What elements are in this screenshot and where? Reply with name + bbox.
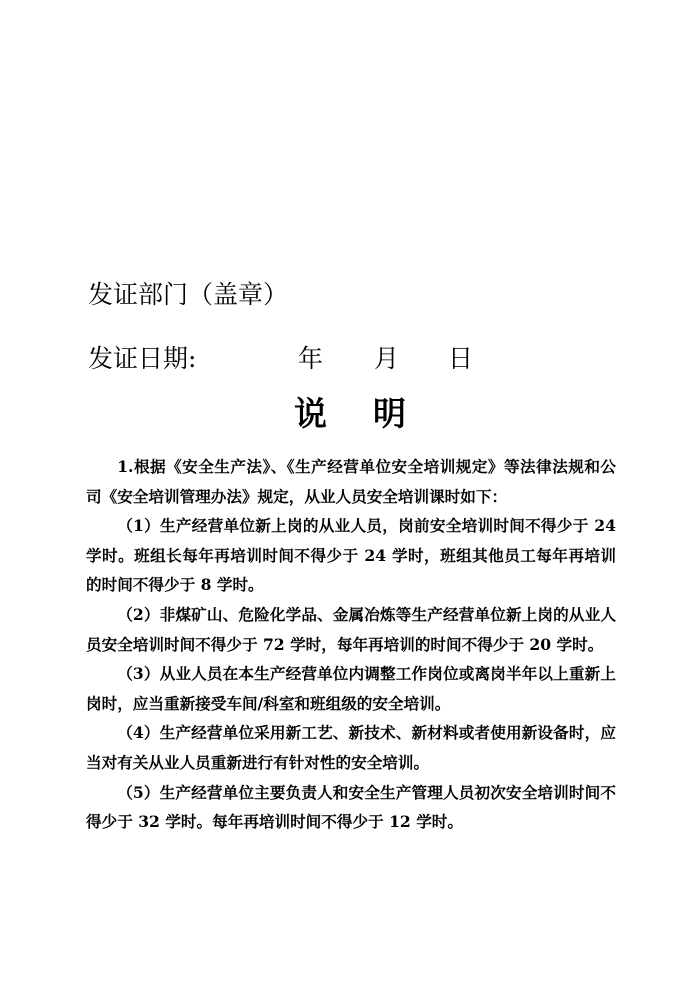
instruction-paragraph: （3）从业人员在本生产经营单位内调整工作岗位或离岗半年以上重新上岗时，应当重新接受车间/科室和班组级的安全培训。	[86, 664, 616, 713]
day-label: 日	[448, 344, 474, 373]
instruction-paragraph: 1.根据《安全生产法》、《生产经营单位安全培训规定》等法律法规和公司《安全培训管理办法》规定，从业人员安全培训课时如下：	[86, 457, 616, 506]
instructions-body	[86, 452, 616, 837]
instruction-paragraph: （4）生产经营单位采用新工艺、新技术、新材料或者使用新设备时，应当对有关从业人员重新进行有针对性的安全培训。	[86, 723, 616, 772]
year-label: 年	[298, 344, 324, 373]
instruction-paragraph: （2）非煤矿山、危险化学品、金属冶炼等生产经营单位新上岗的从业人员安全培训时间不得少于 72 学时，每年再培训的时间不得少于 20 学时。	[86, 604, 616, 654]
issue-date-label: 发证日期:	[88, 344, 197, 373]
issuing-department-label: 发证部门（盖章）	[88, 280, 289, 309]
month-label: 月	[374, 344, 400, 373]
instruction-paragraph: （5）生产经营单位主要负责人和安全生产管理人员初次安全培训时间不得少于 32 学时。每年再培训时间不得少于 12 学时。	[86, 782, 616, 832]
instruction-paragraph: （1）生产经营单位新上岗的从业人员，岗前安全培训时间不得少于 24 学时。班组长每年再培训时间不得少于 24 学时，班组其他员工每年再培训的时间不得少于 8 学时。	[86, 516, 616, 595]
instructions-title: 说明	[294, 394, 452, 433]
